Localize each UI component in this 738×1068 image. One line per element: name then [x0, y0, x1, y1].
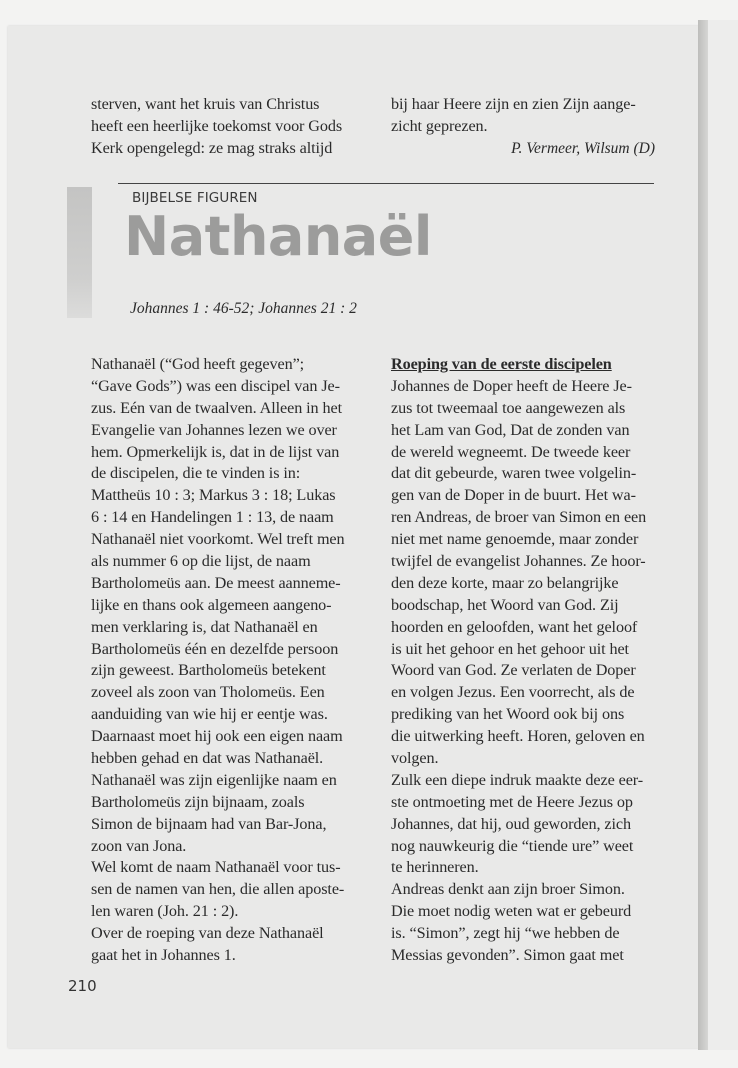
body-left-column	[91, 354, 381, 967]
page-edge	[708, 20, 738, 1050]
text-line: prediking van het Woord ook bij ons	[391, 705, 625, 724]
text-line: twijfel de evangelist Johannes. Ze hoor-	[391, 552, 646, 571]
text-line: 6 : 14 en Handelingen 1 : 13, de naam	[91, 508, 334, 527]
text-line: is. “Simon”, zegt hij “we hebben de	[391, 924, 620, 943]
section-accent-bar	[67, 187, 92, 318]
text-line: boodschap, het Woord van God. Zij	[391, 595, 619, 614]
text-line: zus. Eén van de twaalven. Alleen in het	[91, 398, 342, 417]
text-line: “Gave Gods”) was een discipel van Je-	[91, 376, 340, 395]
text-line: als nummer 6 op die lijst, de naam	[91, 552, 311, 571]
body-right-column	[391, 354, 667, 967]
text-line: Simon de bijnaam had van Bar-Jona,	[91, 814, 327, 833]
text-line: zijn geweest. Bartholomeüs betekent	[91, 661, 326, 680]
text-line: en volgen Jezus. Een voorrecht, als de	[391, 683, 635, 702]
text-line: de discipelen, die te vinden is in:	[91, 464, 301, 483]
text-line: Bartholomeüs zijn bijnaam, zoals	[91, 792, 305, 811]
text-line: hoorden en geloofden, want het geloof	[391, 617, 638, 636]
text-line: dat dit gebeurde, waren twee volgelin-	[391, 464, 637, 483]
text-line: Bartholomeüs één en dezelfde persoon	[91, 639, 339, 658]
article-title: Nathanaël	[124, 205, 432, 268]
text-line: den deze korte, maar zo belangrijke	[391, 573, 619, 592]
text-line: hem. Opmerkelijk is, dat in de lijst van	[91, 442, 340, 461]
text-line: gen van de Doper in de buurt. Het wa-	[391, 486, 636, 505]
text-line: nog nauwkeurig die “tiende ure” weet	[391, 836, 634, 855]
text-line: te herinneren.	[391, 858, 479, 877]
text-line: Johannes, dat hij, oud geworden, zich	[391, 814, 631, 833]
text-line: Over de roeping van deze Nathanaël	[91, 924, 324, 943]
text-line: zus tot tweemaal toe aangewezen als	[391, 398, 626, 417]
text-line: Kerk opengelegd: ze mag straks altijd	[91, 138, 333, 157]
text-line: Nathanaël (“God heeft gegeven”;	[91, 355, 305, 373]
text-line: Nathanaël was zijn eigenlijke naam en	[91, 770, 337, 789]
text-line: ste ontmoeting met de Heere Jezus op	[391, 792, 633, 811]
text-line: zoon van Jona.	[91, 836, 187, 855]
scripture-reference: Johannes 1 : 46-52; Johannes 21 : 2	[130, 300, 357, 317]
text-line: sen de namen van hen, die allen aposte-	[91, 880, 345, 899]
text-line: zicht geprezen.	[391, 116, 488, 135]
section-divider	[118, 183, 654, 184]
text-line: Zulk een diepe indruk maakte deze eer-	[391, 770, 644, 789]
text-line: gaat het in Johannes 1.	[91, 946, 236, 965]
text-line: bij haar Heere zijn en zien Zijn aange-	[391, 95, 636, 113]
text-line: de wereld wegneemt. De tweede keer	[391, 442, 631, 461]
text-line: Wel komt de naam Nathanaël voor tus-	[91, 858, 341, 877]
text-line: Messias gevonden”. Simon gaat met	[391, 946, 624, 965]
text-line: men verklaring is, dat Nathanaël en	[91, 617, 318, 636]
text-line: Andreas denkt aan zijn broer Simon.	[391, 880, 625, 899]
subsection-heading: Roeping van de eerste discipelen	[391, 355, 612, 373]
section-label: BIJBELSE FIGUREN	[132, 190, 258, 206]
page-spine-shadow	[698, 20, 708, 1050]
text-line: len waren (Joh. 21 : 2).	[91, 902, 239, 921]
text-line: hebben gehad en dat was Nathanaël.	[91, 749, 324, 768]
top-right-column	[391, 94, 667, 138]
text-line: niet met name genoemde, maar zonder	[391, 530, 639, 549]
text-line: Evangelie van Johannes lezen we over	[91, 420, 337, 439]
text-line: zoveel als zoon van Tholomeüs. Een	[91, 683, 325, 702]
text-line: Nathanaël niet voorkomt. Wel treft men	[91, 530, 345, 549]
text-line: ren Andreas, de broer van Simon en een	[391, 508, 647, 527]
text-line: sterven, want het kruis van Christus	[91, 95, 320, 113]
text-line: volgen.	[391, 749, 439, 768]
text-line: is uit het gehoor en het gehoor uit het	[391, 639, 629, 658]
text-line: Johannes de Doper heeft de Heere Je-	[391, 376, 632, 395]
text-line: het Lam van God, Dat de zonden van	[391, 420, 630, 439]
text-line: Mattheüs 10 : 3; Markus 3 : 18; Lukas	[91, 486, 336, 505]
text-line: Woord van God. Ze verlaten de Doper	[391, 661, 636, 680]
top-left-column	[91, 94, 381, 160]
text-line: heeft een heerlijke toekomst voor Gods	[91, 116, 343, 135]
page-number: 210	[68, 977, 97, 995]
text-line: die uitwerking heeft. Horen, geloven en	[391, 727, 645, 746]
text-line: Bartholomeüs aan. De meest aanneme-	[91, 573, 341, 592]
text-line: lijke en thans ook algemeen aangeno-	[91, 595, 332, 614]
text-line: Daarnaast moet hij ook een eigen naam	[91, 727, 343, 746]
author-signature: P. Vermeer, Wilsum (D)	[511, 140, 655, 157]
text-line: Die moet nodig weten wat er gebeurd	[391, 902, 632, 921]
text-line: aanduiding van wie hij er eentje was.	[91, 705, 328, 724]
